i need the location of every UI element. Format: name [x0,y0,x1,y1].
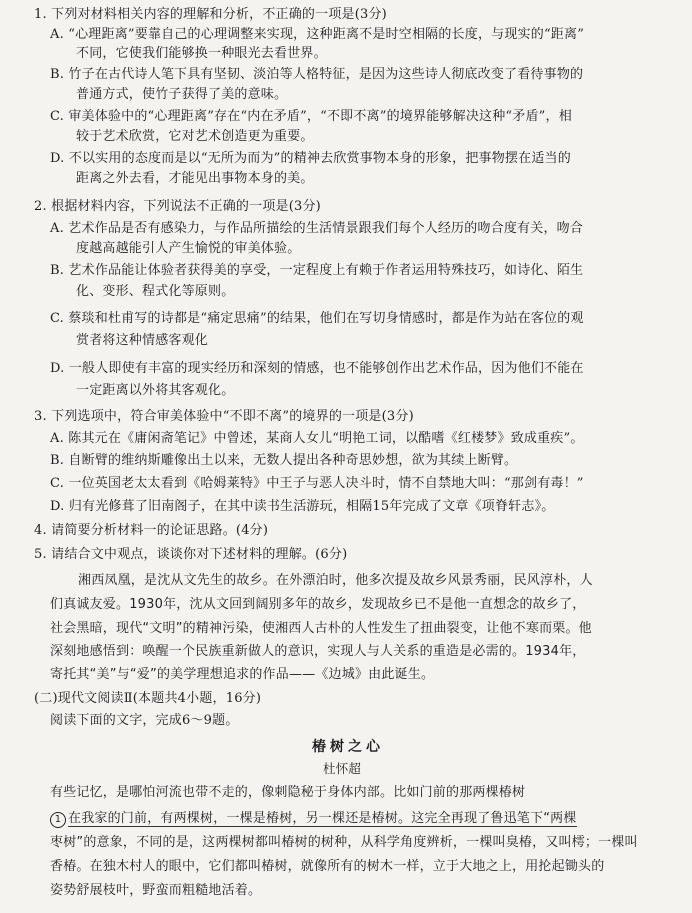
article-author: 杜怀超 [323,761,362,776]
q2-option-c-line2: 赏者将这种情感客观化 [76,333,209,348]
q1-option-a-line1: A. “心理距离”要靠自己的心理调整来实现，这种距离不是时空相隔的长度，与现实的“距离” [50,27,585,42]
section2-instruction: 阅读下面的文字，完成6～9题。 [50,713,239,728]
q1-option-b-line2: 普通方式，使竹子获得了美的意味。 [76,87,288,102]
article-paragraph-0: 有些记忆，是哪怕河流也带不走的，像刺隐秘于身体内部。比如门前的那两棵椿树 [50,785,526,800]
q3-option-d: D. 归有光修葺了旧南阁子，在其中读书生活游玩，相隔15年完成了文章《项脊轩志》。 [50,499,555,514]
q1-stem: 1. 下列对材料相关内容的理解和分析，不正确的一项是(3分) [34,7,387,22]
q3-option-c: C. 一位英国老太太看到《哈姆莱特》中王子与恶人决斗时，情不自禁地大叫：“那剑有毒！” [50,476,584,491]
q4-stem: 4. 请简要分析材料一的论证思路。(4分) [34,523,269,538]
q3-option-b: B. 自断臂的维纳斯雕像出土以来，无数人提出各种奇思妙想，欲为其续上断臂。 [50,453,518,468]
q2-option-a-line2: 度越高越能引人产生愉悦的审美体验。 [76,241,301,256]
paragraph-number-badge: 1 [50,812,66,828]
section2-heading: (二)现代文阅读Ⅱ(本题共4小题，16分) [34,691,262,706]
q2-option-d-line1: D. 一般人即使有丰富的现实经历和深刻的情感，也不能够创作出艺术作品，因为他们不能在 [50,361,584,376]
article-paragraph-1-line3: 香椿。在独木村人的眼中，它们都叫椿树，就像所有的树木一样，立于大地之上，用抡起锄头的 [50,859,605,874]
q1-option-d-line2: 距离之外去看，才能见出事物本身的美。 [76,171,314,186]
article-title: 椿树之心 [312,739,384,755]
q1-option-a-line2: 不同，它使我们能够换一种眼光去看世界。 [76,46,327,61]
q1-option-c-line2: 较于艺术欣赏，它对艺术创造更为重要。 [76,129,314,144]
q2-option-b-line2: 化、变形、程式化等原则。 [76,284,235,299]
q5-stem: 5. 请结合文中观点，谈谈你对下述材料的理解。(6分) [34,547,348,562]
q5-material-line1: 湘西凤凰，是沈从文先生的故乡。在外漂泊时，他多次提及故乡风景秀丽，民风淳朴，人 [78,573,593,588]
q3-option-a: A. 陈其元在《庸闲斋笔记》中曾述，某商人女儿“明艳工词，以酷嗜《红楼梦》致成重疾”。 [50,431,584,446]
article-paragraph-1-line2: 枣树”的意象，不同的是，这两棵树都叫椿树的树种，从科学角度辨析，一棵叫臭椿，又叫樗；一棵叫 [50,835,638,850]
article-paragraph-1-line4: 姿势舒展枝叶，野蛮而粗糙地活着。 [50,883,262,898]
q5-material-line3: 社会黑暗，现代“文明”的精神污染，使湘西人古朴的人性发生了扭曲裂变，让他不寒而栗。他 [50,621,592,636]
q3-stem: 3. 下列选项中，符合审美体验中“不即不离”的境界的一项是(3分) [34,409,414,424]
q5-material-line4: 深刻地感悟到：唤醒一个民族重新做人的意识，实现人与人关系的重造是必需的。1934年， [50,644,586,659]
article-paragraph-1-text: 在我家的门前，有两棵树，一棵是椿树，另一棵还是椿树。这完全再现了鲁迅笔下“两棵 [68,811,577,826]
q5-material-line5: 寄托其“美”与“爱”的美学理想追求的作品——《边城》由此诞生。 [50,667,435,682]
q2-option-c-line1: C. 蔡琰和杜甫写的诗都是“痛定思痛”的结果，他们在写切身情感时，都是作为站在客位的观 [50,311,584,326]
q1-option-b-line1: B. 竹子在古代诗人笔下具有坚韧、淡泊等人格特征，是因为这些诗人彻底改变了看待事物的 [50,67,584,82]
q1-option-c-line1: C. 审美体验中的“心理距离”存在“内在矛盾”，“不即不离”的境界能够解决这种“矛盾”，相 [50,109,572,124]
q5-material-line2: 们真诚友爱。1930年，沈从文回到阔别多年的故乡，发现故乡已不是他一直想念的故乡了， [50,597,586,612]
article-paragraph-1-line1 [50,810,577,828]
q2-option-b-line1: B. 艺术作品能让体验者获得美的享受，一定程度上有赖于作者运用特殊技巧，如诗化、陌生 [50,263,584,278]
q1-option-d-line1: D. 不以实用的态度而是以“无所为而为”的精神去欣赏事物本身的形象，把事物摆在适当的 [50,151,571,166]
q2-stem: 2. 根据材料内容，下列说法不正确的一项是(3分) [34,199,321,214]
q2-option-d-line2: 一定距离以外将其客观化。 [76,383,235,398]
q2-option-a-line1: A. 艺术作品是否有感染力，与作品所描绘的生活情景跟我们每个人经历的吻合度有关，吻合 [50,221,584,236]
